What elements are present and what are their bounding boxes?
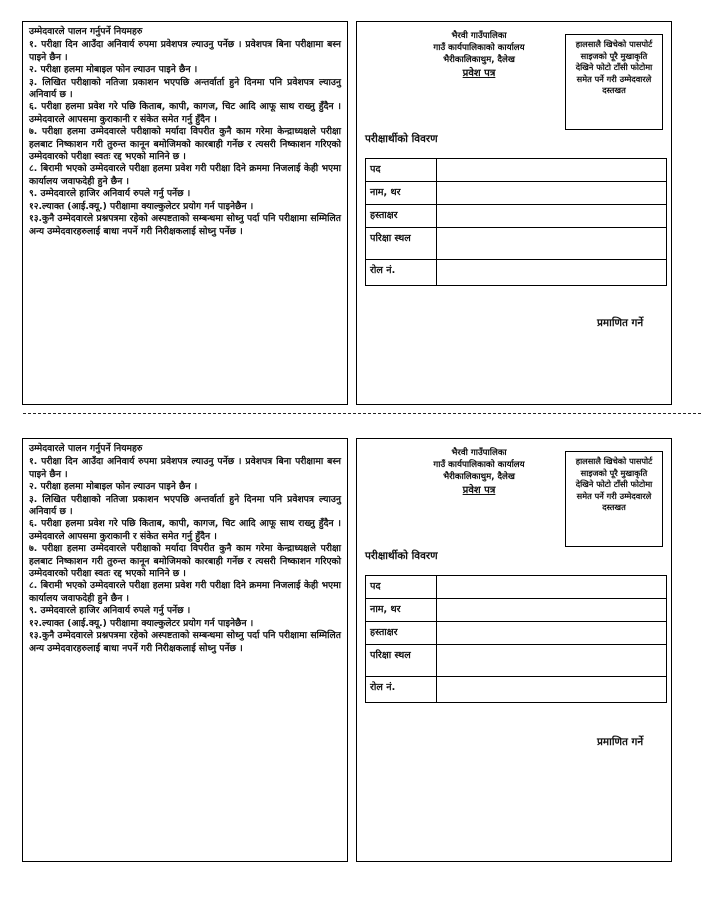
office-header: [409, 30, 549, 80]
field-label: नाम, थर: [366, 599, 437, 622]
certify-label: प्रमाणित गर्ने: [597, 736, 644, 748]
office-location: भैरीकालिकाथुम, दैलेख: [443, 472, 515, 482]
details-label: परीक्षार्थीको विवरण: [365, 550, 438, 562]
rule-item: ७. परीक्षा हलमा उम्मेदवारले परीक्षाको मर्यादा विपरीत कुनै काम गरेमा केन्द्राध्यक्षले परीक्षा हलबाट निष्काशन गरी तुरुन्त कानून बमोजिमको कारबाही गर्नेछ र त्यसरी निष्काशन गरिएको उम्मेदवारको परीक्षा स्वतः रद्द भएको मानिने छ ।: [29, 126, 341, 163]
field-value[interactable]: [437, 159, 667, 182]
field-label: परिक्षा स्थल: [366, 228, 437, 260]
field-value[interactable]: [437, 677, 667, 703]
rule-item: ६. परीक्षा हलमा प्रवेश गरे पछि किताब, कापी, कागज, चिट आदि आफू साथ राख्नु हुँदैन । उम्मेदवारले आपसमा कुराकानी र संकेत समेत गर्नु हुँदैन ।: [29, 518, 341, 542]
admit-card-title: प्रवेश पत्र: [462, 68, 496, 79]
rule-item: ८. बिरामी भएको उम्मेदवारले परीक्षा हलमा प्रवेश गरी परीक्षा दिने क्रममा निजलाई केही भएमा कार्यालय जवाफदेही हुने छैन ।: [29, 580, 341, 604]
field-value[interactable]: [437, 260, 667, 286]
field-value[interactable]: [437, 599, 667, 622]
rule-item: ८. बिरामी भएको उम्मेदवारले परीक्षा हलमा प्रवेश गरी परीक्षा दिने क्रममा निजलाई केही भएमा कार्यालय जवाफदेही हुने छैन ।: [29, 163, 341, 187]
details-table: [365, 158, 667, 286]
field-label: हस्ताक्षर: [366, 622, 437, 645]
rules-title: उम्मेदवारले पालन गर्नुपर्ने नियमहरु: [29, 443, 143, 454]
field-value[interactable]: [437, 622, 667, 645]
rule-item: १२.ल्याक्त (आई.क्यू.) परीक्षामा क्याल्कुलेटर प्रयोग गर्न पाइनेछैन ।: [29, 200, 254, 212]
field-label: रोल नं.: [366, 260, 437, 286]
field-label: परिक्षा स्थल: [366, 645, 437, 677]
rule-item: १. परीक्षा दिन आउँदा अनिवार्य रुपमा प्रवेशपत्र ल्याउनु पर्नेछ । प्रवेशपत्र बिना परीक्षामा बस्न पाइने छैन ।: [29, 39, 341, 63]
rule-item: ९. उम्मेदवारले हाजिर अनिवार्य रुपले गर्नु पर्नेछ ।: [29, 188, 191, 200]
certify-label: प्रमाणित गर्ने: [597, 317, 644, 329]
office-location: भैरीकालिकाथुम, दैलेख: [443, 55, 515, 65]
rule-item: ७. परीक्षा हलमा उम्मेदवारले परीक्षाको मर्यादा विपरीत कुनै काम गरेमा केन्द्राध्यक्षले परीक्षा हलबाट निष्काशन गरी तुरुन्त कानून बमोजिमको कारबाही गर्नेछ र त्यसरी निष्काशन गरिएको उम्मेदवारको परीक्षा स्वतः रद्द भएको मानिने छ ।: [29, 543, 341, 580]
rule-item: ९. उम्मेदवारले हाजिर अनिवार्य रुपले गर्नु पर्नेछ ।: [29, 605, 191, 617]
field-label: हस्ताक्षर: [366, 205, 437, 228]
admit-card-panel-top: [356, 21, 672, 405]
office-name: गाउँ कार्यपालिकाको कार्यालय: [433, 43, 525, 53]
municipality-name: भैरवी गाउँपालिका: [451, 448, 507, 458]
field-value[interactable]: [437, 576, 667, 599]
rule-item: ३. लिखित परीक्षाको नतिजा प्रकाशन भएपछि अन्तर्वार्ता हुने दिनमा पनि प्रवेशपत्र ल्याउनु अनिवार्य छ ।: [29, 76, 341, 101]
photo-instructions: हालसालै खिचेको पासपोर्ट साइजको पूरै मुखाकृति देखिने फोटो टाँसी फोटोमा समेत पर्ने गरी उम्मेदवारले दस्तखत: [575, 456, 653, 512]
rules-panel-bottom: [22, 438, 348, 862]
rule-item: ६. परीक्षा हलमा प्रवेश गरे पछि किताब, कापी, कागज, चिट आदि आफू साथ राख्नु हुँदैन । उम्मेदवारले आपसमा कुराकानी र संकेत समेत गर्नु हुँदैन ।: [29, 101, 341, 125]
office-name: गाउँ कार्यपालिकाको कार्यालय: [433, 460, 525, 470]
details-label: परीक्षार्थीको विवरण: [365, 133, 438, 145]
field-value[interactable]: [437, 645, 667, 677]
field-label: रोल नं.: [366, 677, 437, 703]
rule-item: १. परीक्षा दिन आउँदा अनिवार्य रुपमा प्रवेशपत्र ल्याउनु पर्नेछ । प्रवेशपत्र बिना परीक्षामा बस्न पाइने छैन ।: [29, 456, 341, 480]
photo-instructions: हालसालै खिचेको पासपोर्ट साइजको पूरै मुखाकृति देखिने फोटो टाँसी फोटोमा समेत पर्ने गरी उम्मेदवारले दस्तखत: [575, 39, 653, 95]
rule-item: १२.ल्याक्त (आई.क्यू.) परीक्षामा क्याल्कुलेटर प्रयोग गर्न पाइनेछैन ।: [29, 617, 254, 629]
rule-item: १३.कुनै उम्मेदवारले प्रश्नपत्रमा रहेको अस्पष्टताको सम्बन्धमा सोध्नु पर्दा पनि परीक्षामा सम्मिलित अन्य उम्मेदवारहरुलाई बाधा नपर्ने गरी निरीक्षकलाई सोध्नु पर्नेछ ।: [29, 630, 341, 654]
municipality-name: भैरवी गाउँपालिका: [451, 31, 507, 41]
field-label: पद: [366, 159, 437, 182]
rule-item: २. परीक्षा हलमा मोबाइल फोन ल्याउन पाइने छैन ।: [29, 481, 198, 493]
admit-card-panel-bottom: [356, 438, 672, 862]
admit-card-title: प्रवेश पत्र: [462, 485, 496, 496]
field-label: पद: [366, 576, 437, 599]
field-value[interactable]: [437, 182, 667, 205]
photo-box: [565, 34, 663, 130]
field-value[interactable]: [437, 205, 667, 228]
rule-item: २. परीक्षा हलमा मोबाइल फोन ल्याउन पाइने छैन ।: [29, 64, 198, 76]
rules-panel-top: [22, 21, 348, 405]
photo-box: [565, 451, 663, 547]
rule-item: ३. लिखित परीक्षाको नतिजा प्रकाशन भएपछि अन्तर्वार्ता हुने दिनमा पनि प्रवेशपत्र ल्याउनु अनिवार्य छ ।: [29, 493, 341, 518]
field-label: नाम, थर: [366, 182, 437, 205]
cut-line: [23, 413, 701, 414]
office-header: [409, 447, 549, 497]
details-table: [365, 575, 667, 703]
rule-item: १३.कुनै उम्मेदवारले प्रश्नपत्रमा रहेको अस्पष्टताको सम्बन्धमा सोध्नु पर्दा पनि परीक्षामा सम्मिलित अन्य उम्मेदवारहरुलाई बाधा नपर्ने गरी निरीक्षकलाई सोध्नु पर्नेछ ।: [29, 213, 341, 237]
field-value[interactable]: [437, 228, 667, 260]
rules-title: उम्मेदवारले पालन गर्नुपर्ने नियमहरु: [29, 26, 143, 37]
